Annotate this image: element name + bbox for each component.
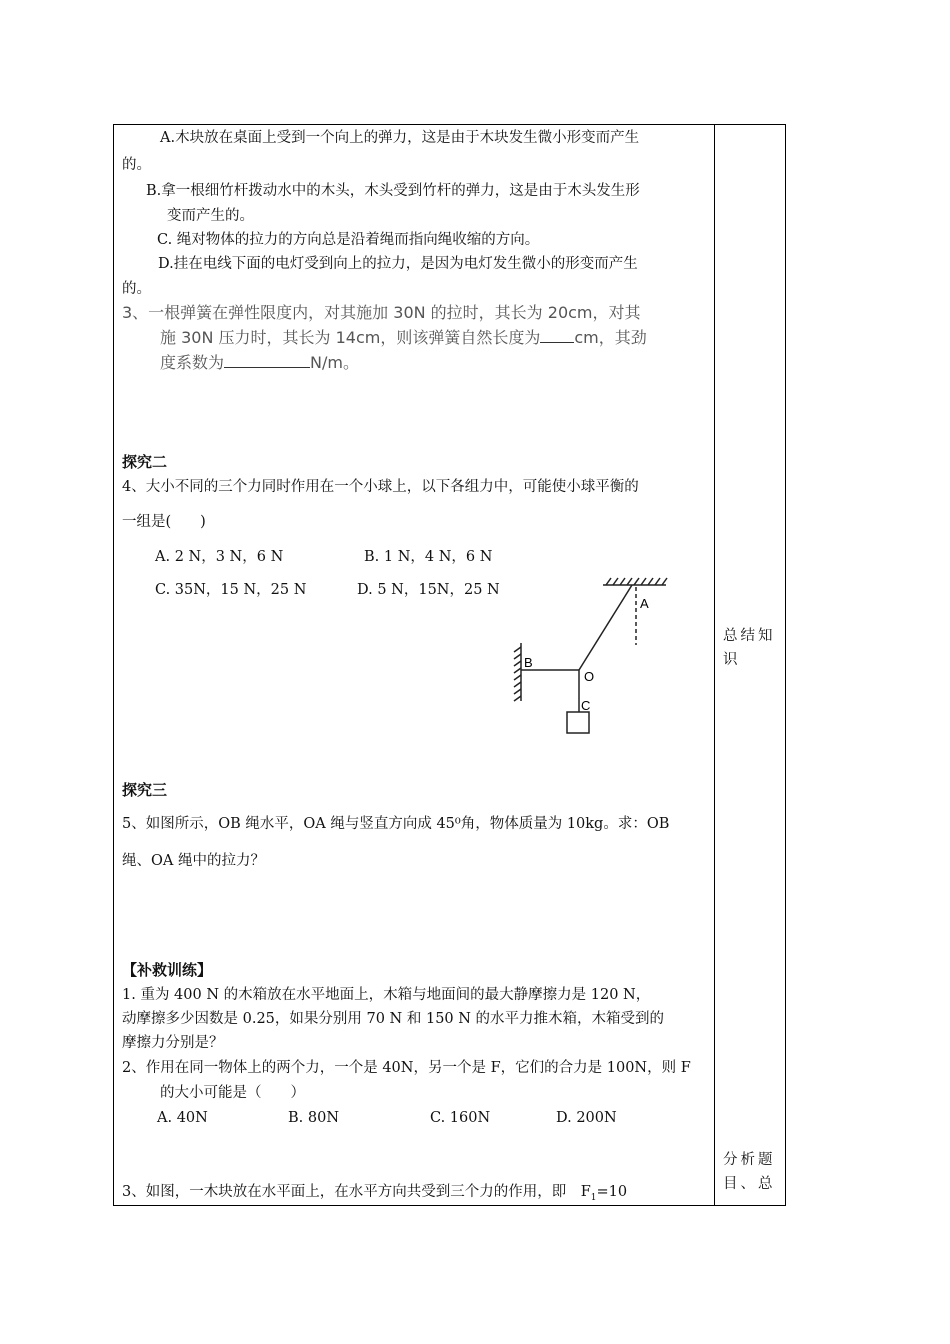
label-a: A bbox=[640, 596, 649, 611]
q5-line1: 5、如图所示，OB 绳水平，OA 绳与竖直方向成 45⁰角，物体质量为 10kg。求：OB bbox=[122, 816, 670, 832]
q2-option-d-cont: 的。 bbox=[122, 281, 151, 297]
remedial-q2-option-c: C. 160N bbox=[430, 1110, 491, 1126]
explore2-heading: 探究二 bbox=[122, 453, 168, 471]
q3-line1: 3、一根弹簧在弹性限度内，对其施加 30N 的拉时，其长为 20cm，对其 bbox=[122, 303, 641, 322]
sidebar-note-summary-line2: 识 bbox=[723, 652, 741, 668]
label-o: O bbox=[584, 669, 595, 684]
q2-option-c: C. 绳对物体的拉力的方向总是沿着绳而指向绳收缩的方向。 bbox=[157, 232, 540, 248]
remedial-q3-subscript: 1 bbox=[590, 1192, 597, 1203]
q4-option-c: C. 35N，15 N，25 N bbox=[155, 582, 307, 598]
q3-line2-unit: cm，其劲 bbox=[574, 328, 647, 347]
hanging-block bbox=[567, 712, 589, 733]
q2-option-b-cont: 变而产生的。 bbox=[167, 208, 254, 224]
remedial-q2-line1: 2、作用在同一物体上的两个力，一个是 40N，另一个是 F，它们的合力是 100N，则 F bbox=[122, 1060, 691, 1076]
remedial-q3-text: 3、如图，一木块放在水平面上，在水平方向共受到三个力的作用，即 F bbox=[122, 1184, 591, 1200]
q4-option-d: D. 5 N，15N，25 N bbox=[357, 582, 500, 598]
rope-oa bbox=[579, 585, 632, 670]
remedial-q1-line1: 1. 重为 400 N 的木箱放在水平地面上，木箱与地面间的最大静摩擦力是 120 N， bbox=[122, 987, 651, 1003]
q3-line3-unit: N/m。 bbox=[310, 353, 359, 372]
q3-line3-text: 度系数为 bbox=[160, 353, 225, 372]
remedial-q2-option-d: D. 200N bbox=[556, 1110, 617, 1126]
rope-tension-diagram bbox=[500, 575, 680, 745]
q4-line1: 4、大小不同的三个力同时作用在一个小球上，以下各组力中，可能使小球平衡的 bbox=[122, 479, 639, 495]
sidebar-note-analysis-line2: 目、总 bbox=[723, 1176, 776, 1192]
remedial-q2-option-a: A. 40N bbox=[157, 1110, 208, 1126]
q2-option-d: D.挂在电线下面的电灯受到向上的拉力，是因为电灯发生微小的形变而产生 bbox=[158, 256, 638, 272]
remedial-q3-line1 bbox=[122, 1182, 627, 1208]
column-divider bbox=[714, 124, 715, 1206]
sidebar-note-summary bbox=[723, 624, 776, 672]
label-c: C bbox=[581, 698, 591, 713]
explore3-heading: 探究三 bbox=[122, 781, 168, 799]
q2-option-a: A.木块放在桌面上受到一个向上的弹力，这是由于木块发生微小形变而产生 bbox=[160, 130, 640, 146]
label-b: B bbox=[524, 655, 533, 670]
q3-line3 bbox=[160, 353, 359, 373]
stiffness-blank[interactable] bbox=[224, 353, 310, 368]
remedial-q2-line2: 的大小可能是（ ） bbox=[160, 1085, 305, 1101]
q4-option-b: B. 1 N，4 N，6 N bbox=[364, 549, 493, 565]
q4-option-a: A. 2 N，3 N，6 N bbox=[155, 549, 284, 565]
remedial-q1-line3: 摩擦力分别是？ bbox=[122, 1035, 224, 1051]
remedial-heading: 【补救训练】 bbox=[122, 961, 213, 979]
sidebar-note-summary-line1: 总结知 bbox=[723, 628, 776, 644]
q3-line2 bbox=[160, 328, 647, 348]
sidebar-note-analysis bbox=[723, 1148, 776, 1196]
remedial-q1-line2: 动摩擦多少因数是 0.25，如果分别用 70 N 和 150 N 的水平力推木箱，木箱受到的 bbox=[122, 1011, 665, 1027]
remedial-q2-option-b: B. 80N bbox=[288, 1110, 340, 1126]
length-blank[interactable] bbox=[540, 328, 574, 343]
q3-line2-text: 施 30N 压力时，其长为 14cm，则该弹簧自然长度为 bbox=[160, 328, 541, 347]
sidebar-note-analysis-line1: 分析题 bbox=[723, 1152, 776, 1168]
remedial-q3-tail: =10 bbox=[596, 1184, 628, 1200]
q2-option-b: B.拿一根细竹杆拨动水中的木头，木头受到竹杆的弹力，这是由于木头发生形 bbox=[146, 183, 640, 199]
q5-line2: 绳、OA 绳中的拉力？ bbox=[122, 853, 265, 869]
q2-option-a-cont: 的。 bbox=[122, 157, 151, 173]
q4-line2: 一组是( ) bbox=[122, 514, 206, 530]
